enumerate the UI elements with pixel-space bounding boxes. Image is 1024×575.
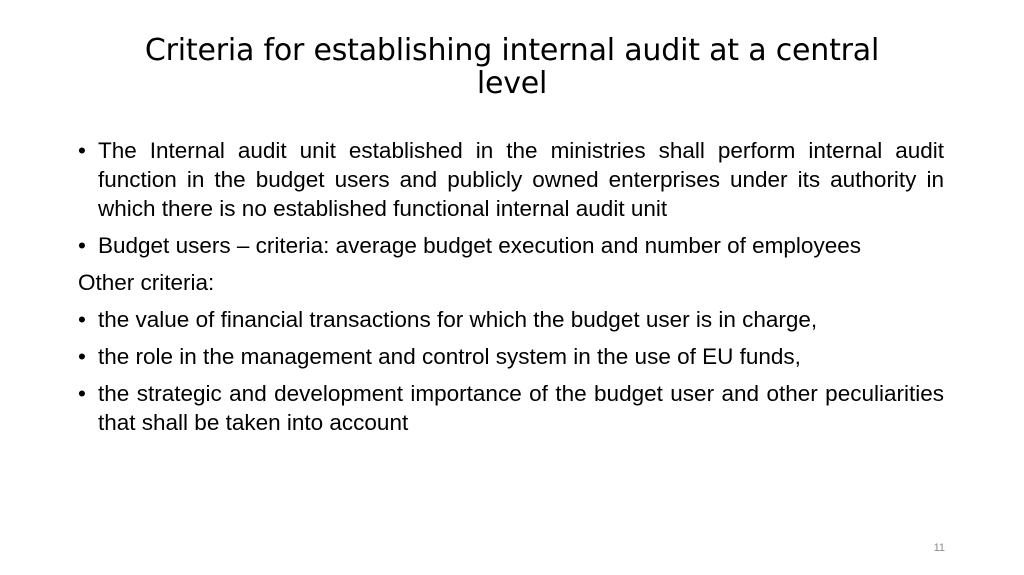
slide-body	[78, 136, 944, 445]
bullet-text: The Internal audit unit established in the ministries shall perform internal audit function in the budget users and publicly owned enterprises under its authority in which there is no established functional internal audit unit	[98, 138, 944, 221]
bullet-icon: •	[78, 138, 86, 163]
bullet-icon: •	[78, 307, 86, 332]
other-criteria-heading: Other criteria:	[78, 270, 215, 295]
bullet-icon: •	[78, 381, 86, 406]
bullet-item	[78, 379, 944, 437]
page-number: 11	[933, 542, 945, 554]
slide-title: Criteria for establishing internal audit at a central level	[144, 33, 880, 101]
bullet-icon: •	[78, 344, 86, 369]
bullet-text: the strategic and development importance of the budget user and other peculiarities that shall be taken into account	[98, 381, 944, 435]
bullet-list-main	[78, 136, 944, 260]
bullet-item	[78, 231, 944, 260]
bullet-item	[78, 305, 944, 334]
bullet-text: Budget users – criteria: average budget execution and number of employees	[98, 233, 861, 258]
bullet-text: the value of financial transactions for which the budget user is in charge,	[98, 307, 818, 332]
bullet-item	[78, 342, 944, 371]
bullet-icon: •	[78, 233, 86, 258]
bullet-item	[78, 136, 944, 223]
bullet-text: the role in the management and control system in the use of EU funds,	[98, 344, 801, 369]
bullet-list-other	[78, 305, 944, 437]
